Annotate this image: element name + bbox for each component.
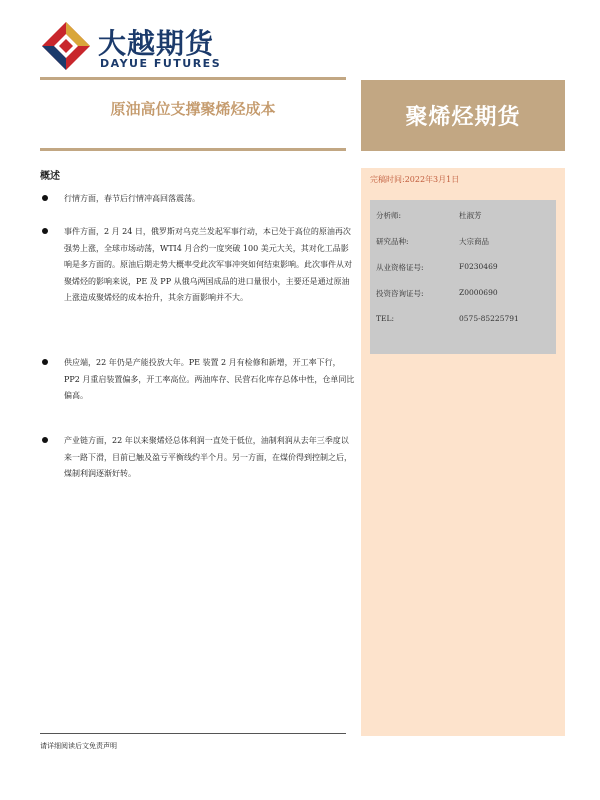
info-value: Z0000690 <box>459 288 498 297</box>
info-label: 投资咨询证号: <box>376 289 424 298</box>
logo-name-cn: 大越期货 <box>98 27 215 60</box>
info-label: TEL: <box>376 314 394 323</box>
company-logo <box>40 20 240 75</box>
disclaimer-note: 请详细阅读后文免责声明 <box>40 742 117 750</box>
bullet-dot-icon <box>42 228 48 234</box>
report-title: 聚烯烃期货 <box>405 105 521 130</box>
bullet-text: 事件方面，2 月 24 日，俄罗斯对乌克兰发起军事行动，本已处于高位的原油再次强势上涨，全球市场动荡，WTI4 月合约一度突破 100 美元大关，其对化工品影响是多方面的。原油后期走势大概率受此次军事冲突如何结束影响。此次事件从对聚烯烃的影响来说，PE 及 PP 从俄乌两国成品的进口量很小，主要还是通过原油上涨造成聚烯烃的成本抬升，其余方面影响并不大。 <box>64 227 352 302</box>
sidebar-panel <box>361 168 565 736</box>
report-subtitle: 原油高位支撑聚烯烃成本 <box>110 100 276 118</box>
info-label: 从业资格证号: <box>376 263 424 272</box>
bullet-text: 行情方面，春节后行情冲高回落震荡。 <box>64 194 200 203</box>
bullet-dot-icon <box>42 195 48 201</box>
middle-rule <box>40 148 346 151</box>
analyst-info-box <box>370 200 556 354</box>
logo-name-en: DAYUE FUTURES <box>100 57 222 70</box>
info-value: F0230469 <box>459 262 498 271</box>
title-banner <box>361 80 565 151</box>
completion-date: 完稿时间:2022年3月1日 <box>370 175 460 184</box>
info-value: 0575-85225791 <box>459 314 519 323</box>
bullet-text: 供应端，22 年仍是产能投放大年。PE 装置 2 月有检修和新增，开工率下行，PP2 月重启装置偏多，开工率高位。两油库存、民营石化库存总体中性，仓单同比偏高。 <box>64 358 355 400</box>
info-value: 大宗商品 <box>459 237 489 246</box>
bullet-text: 产业链方面，22 年以来聚烯烃总体利润一直处于低位，油制利润从去年三季度以来一路下滑，目前已触及盈亏平衡线约半个月。另一方面，在煤价得到控制之后，煤制利润逐渐好转。 <box>64 436 352 478</box>
info-value: 杜淑芳 <box>459 211 482 220</box>
info-label: 分析师: <box>376 211 402 220</box>
bullet-dot-icon <box>42 437 48 443</box>
dayue-logo-icon <box>40 20 92 72</box>
bullet-dot-icon <box>42 359 48 365</box>
info-label: 研究品种: <box>376 237 409 246</box>
top-rule <box>40 77 346 80</box>
overview-heading: 概述 <box>40 171 60 182</box>
footer-rule <box>40 733 346 734</box>
